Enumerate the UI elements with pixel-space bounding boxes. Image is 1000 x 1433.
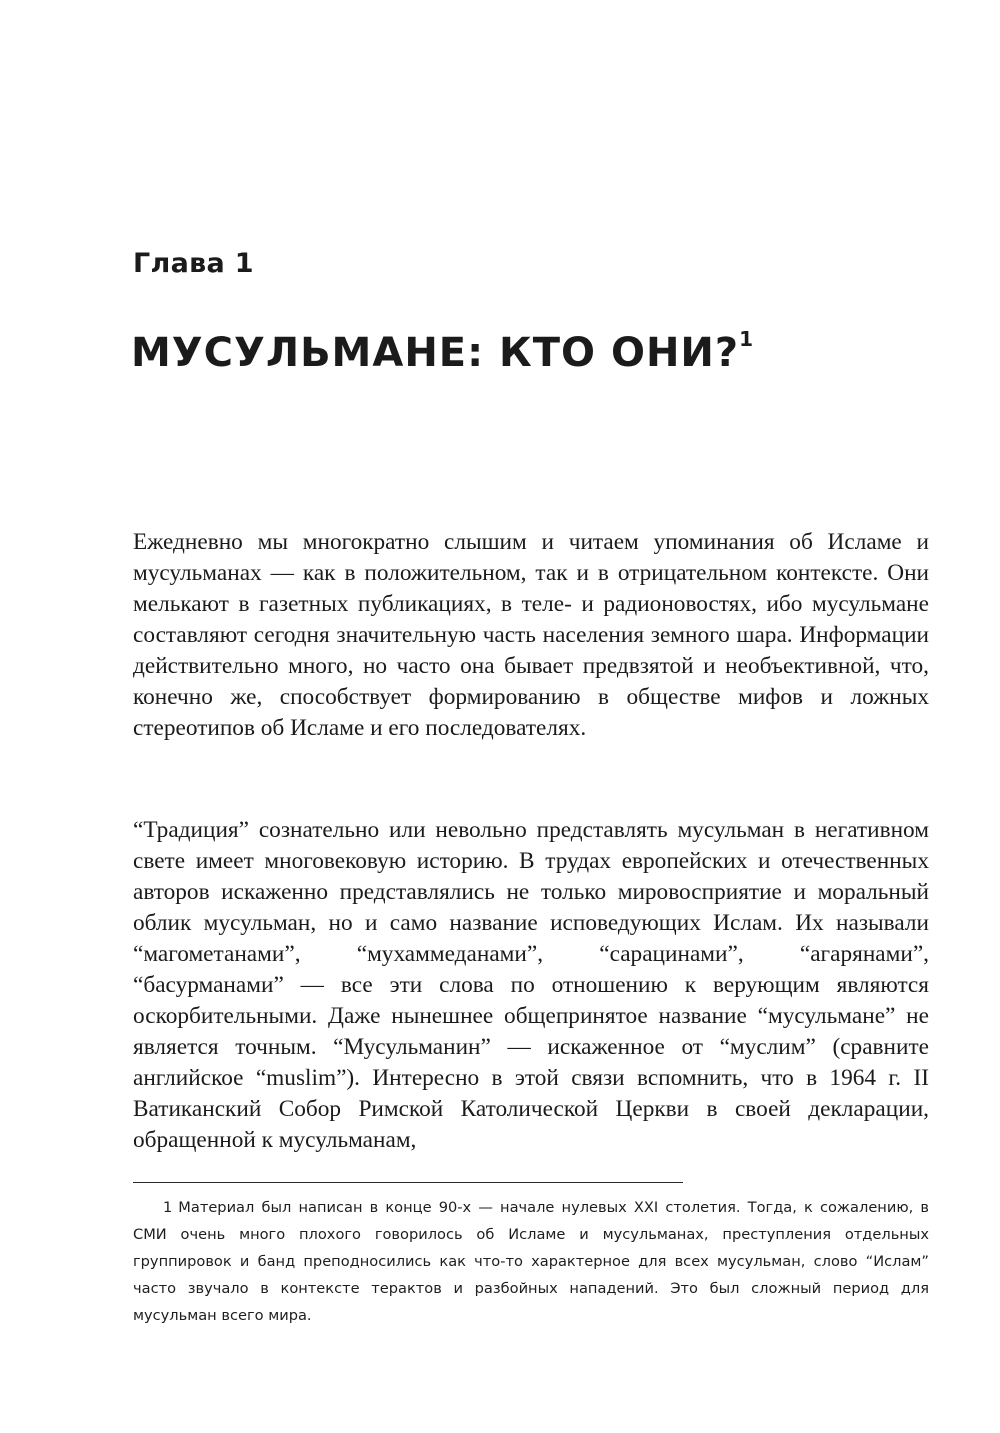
footnote-divider [133,1182,683,1183]
footnote-number: 1 [163,1199,173,1216]
chapter-title [131,327,754,376]
chapter-label: Глава 1 [133,248,254,279]
footnote-reference: 1 [739,327,754,351]
body-paragraph-1: Ежедневно мы многократно слышим и читаем упоминания об Исламе и мусульманах — как в положительном, так и в отрицательном контексте. Они мелькают в газетных публикациях, в теле- и радионовостях, ибо мусульмане составляют сегодня значительную часть населения земного шара. Информации действительно много, но часто она бывает предвзятой и необъективной, что, конечно же, способствует формированию в обществе мифов и ложных стереотипов об Исламе и его последователях. [133,529,929,741]
body-paragraph-2: “Традиция” сознательно или невольно представлять мусульман в негативном свете имеет многовековую историю. В трудах европейских и отечественных авторов искаженно представлялись не только мировосприятие и моральный облик мусульман, но и само название исповедующих Ислам. Их называли “магометанами”, “мухаммеданами”, “сарацинами”, “агарянами”, “басурманами” — все эти слова по отношению к верующим являются оскорбительными. Даже нынешнее общепринятое название “мусульмане” не является точным. “Мусульманин” — искаженное от “муслим” (сравните английское “muslim”). Интересно в этой связи вспомнить, что в 1964 г. II Ватиканский Собор Римской Католической Церкви в своей декларации, обращенной к мусульманам, [133,817,929,1153]
chapter-title-text: МУСУЛЬМАНЕ: КТО ОНИ? [131,330,740,376]
footnote-text: Материал был написан в конце 90-х — начале нулевых XXI столетия. Тогда, к сожалению, в СМИ очень много плохого говорилось об Исламе и мусульманах, преступления отдельных группировок и банд преподносились как что-то характерное для всех мусульман, слово “Ислам” часто звучало в контексте терактов и разбойных нападений. Это был сложный период для мусульман всего мира. [133,1199,929,1324]
footnote [133,1194,929,1329]
